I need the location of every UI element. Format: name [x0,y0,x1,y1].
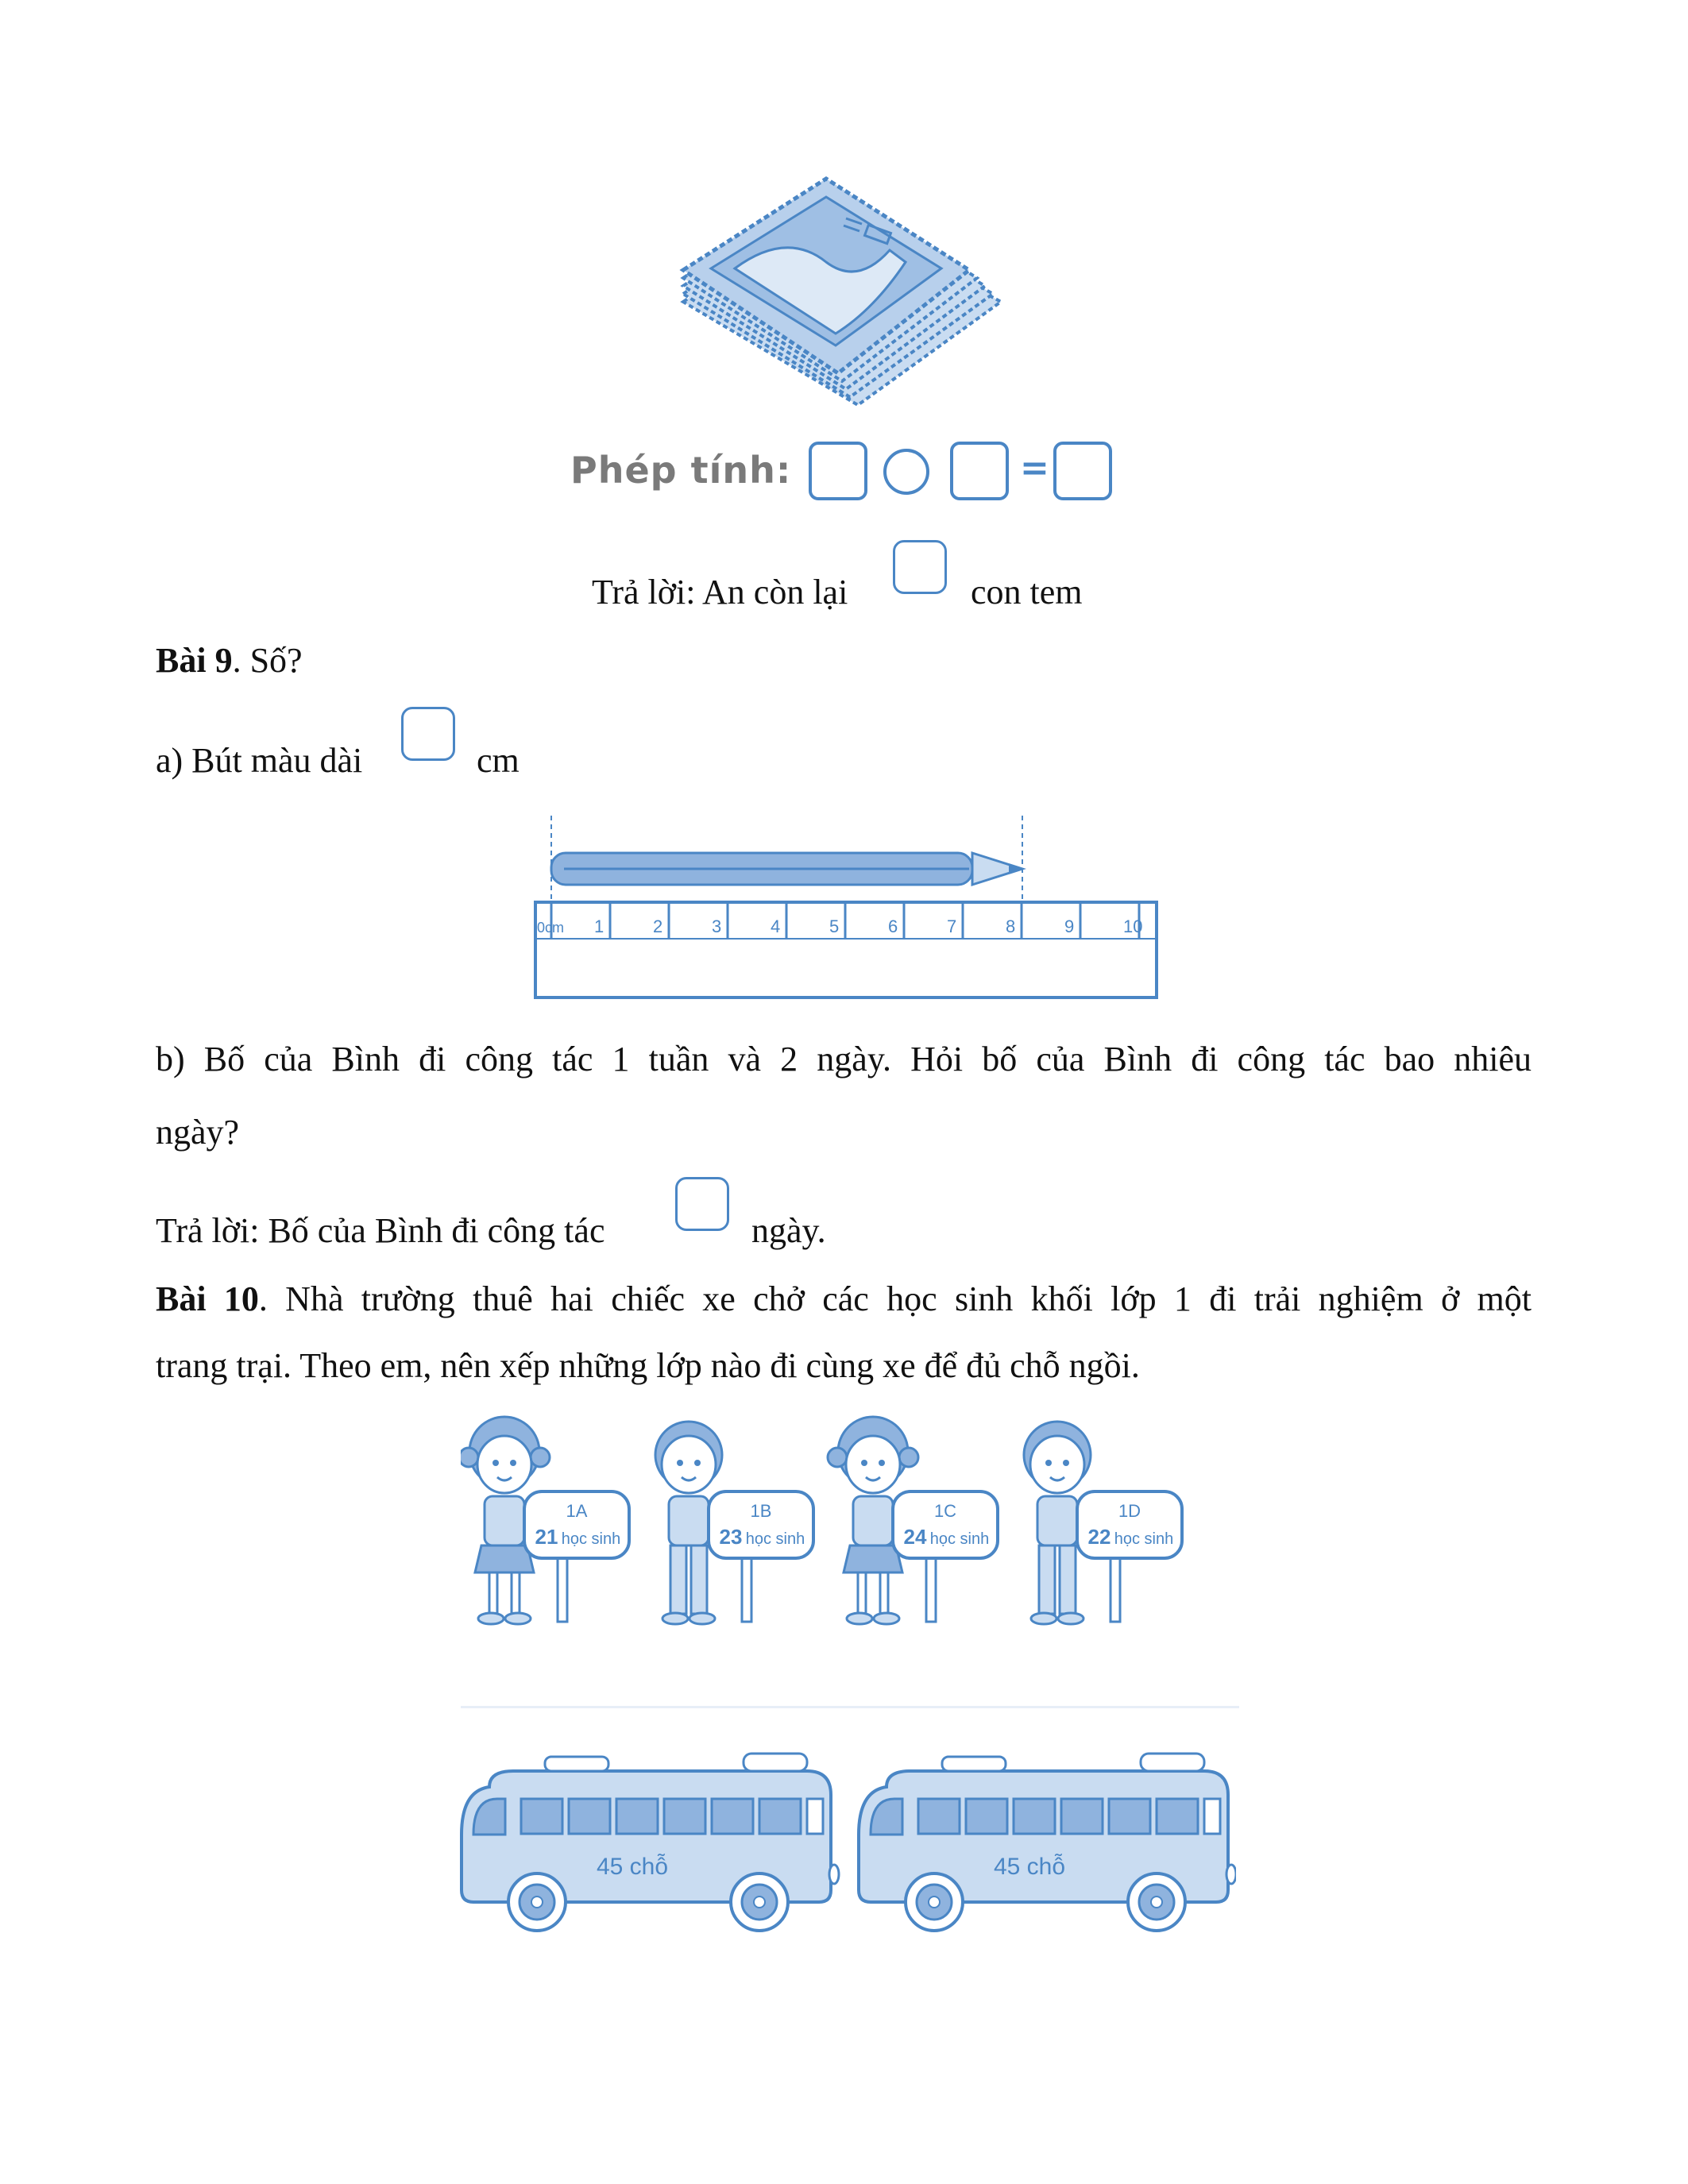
bai9-b-line2: ngày? [156,1113,240,1152]
calc-operator-circle[interactable] [883,449,929,495]
stamps-answer-prefix: Trả lời: An còn lại [592,573,848,612]
class-name: 1B [750,1501,772,1521]
calc-operand-box-2[interactable] [950,442,1009,500]
calc-operand-box-1[interactable] [809,442,867,500]
class-name: 1A [566,1501,588,1521]
calc-label: Phép tính: [570,449,792,492]
stamps-answer-box[interactable] [893,540,947,594]
bai9-b-line1: b) Bố của Bình đi công tác 1 tuần và 2 ngày. Hỏi bố của Bình đi công tác bao nhiêu [156,1040,1532,1078]
ruler-tick-label: 10 [1123,916,1143,936]
ruler-tick-label: 4 [771,916,781,936]
bai9-heading [156,639,303,683]
bus-icon [859,1754,1236,1931]
student-with-sign [1024,1422,1182,1624]
bus-seat-label: 45 chỗ [993,1854,1066,1880]
bai9-a-suffix: cm [477,741,520,780]
class-sign [1077,1491,1182,1622]
student-with-sign [461,1417,629,1624]
ruler-tick-label: 7 [947,916,957,936]
students-illustration [461,1414,1223,1652]
bai10-title: Bài 10 [156,1279,259,1318]
class-count: 24 [903,1525,927,1549]
bai10-line1-rest: . Nhà trường thuê hai chiếc xe chở các học sinh khối lớp 1 đi trải nghiệm ở một [258,1279,1532,1318]
ruler-icon [535,902,1157,997]
class-sign [524,1491,629,1622]
ruler-tick-label: 1 [594,916,605,936]
class-unit: học sinh [929,1530,990,1548]
class-count: 22 [1087,1525,1111,1549]
bai9-a-prefix: a) Bút màu dài [156,741,363,780]
days-answer-box[interactable] [675,1177,729,1231]
bai9-b-answer-prefix: Trả lời: Bố của Bình đi công tác [156,1211,605,1250]
ruler-unit-label: 0cm [537,920,565,936]
ruler-tick-label: 2 [653,916,663,936]
class-sign [893,1491,998,1622]
buses-illustration [458,1731,1236,1938]
class-name: 1D [1118,1501,1141,1521]
student-with-sign [828,1417,998,1624]
stamps-illustration [667,175,1017,413]
ruler-tick-label: 9 [1064,916,1075,936]
class-unit: học sinh [745,1530,805,1548]
ruler-tick-label: 5 [829,916,840,936]
bai10-line1 [156,1277,1532,1322]
pencil-icon [551,853,1022,885]
class-unit: học sinh [561,1530,621,1548]
bai9-title: Bài 9 [156,641,233,680]
calc-result-box[interactable] [1053,442,1112,500]
bus-seat-label: 45 chỗ [596,1854,669,1880]
ruler-tick-label: 3 [712,916,722,936]
divider [461,1706,1239,1708]
ruler-tick-label: 8 [1006,916,1016,936]
student-with-sign [655,1422,813,1624]
class-count: 21 [535,1525,558,1549]
bus-icon [462,1754,839,1931]
class-count: 23 [719,1525,743,1549]
stamps-answer-suffix: con tem [971,573,1083,612]
class-unit: học sinh [1114,1530,1174,1548]
pencil-length-answer-box[interactable] [401,707,455,761]
class-name: 1C [933,1501,957,1521]
bai9-title-rest: . Số? [232,641,303,680]
bai10-line2: trang trại. Theo em, nên xếp những lớp nào đi cùng xe để đủ chỗ ngồi. [156,1346,1140,1385]
calc-equals-sign: = [1020,448,1049,488]
bai9-b-answer-suffix: ngày. [751,1211,826,1250]
ruler-tick-label: 6 [888,916,898,936]
class-sign [709,1491,813,1622]
pencil-ruler-illustration [532,812,1160,1002]
